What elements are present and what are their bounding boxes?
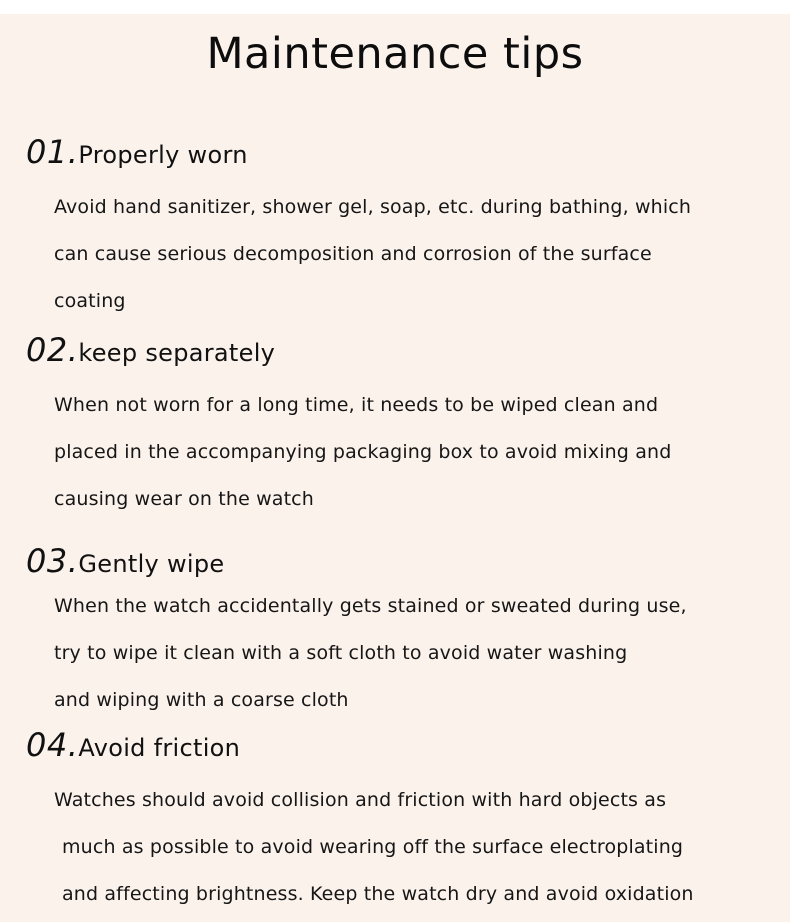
tip-body-line: When not worn for a long time, it needs to be wiped clean and [54,394,659,416]
tip-heading-avoid-friction [26,726,240,764]
page-title: Maintenance tips [206,29,584,79]
tip-body-line: Watches should avoid collision and friction with hard objects as [54,789,667,811]
tip-body-properly-worn [54,184,691,325]
tip-title: Gently wipe [78,550,225,578]
tip-body-line: much as possible to avoid wearing off the surface electroplating [62,836,684,858]
tip-title: Avoid friction [78,734,241,762]
tip-body-line: When the watch accidentally gets stained or sweated during use, [54,595,687,617]
tip-body-line: and affecting brightness. Keep the watch dry and avoid oxidation [62,883,694,905]
tip-body-line: placed in the accompanying packaging box to avoid mixing and [54,441,672,463]
tip-body-line: coating [54,290,126,312]
tip-body-line: causing wear on the watch [54,488,314,510]
tip-body-avoid-friction [54,777,694,918]
tip-number: 03. [26,542,79,580]
tip-body-gently-wipe [54,583,687,724]
tip-body-line: and wiping with a coarse cloth [54,689,349,711]
tip-heading-properly-worn [26,133,248,171]
tip-title: Properly worn [78,141,248,169]
tip-body-line: Avoid hand sanitizer, shower gel, soap, etc. during bathing, which [54,196,692,218]
tip-body-keep-separately [54,382,671,523]
tip-body-line: can cause serious decomposition and corrosion of the surface [54,243,652,265]
tip-heading-keep-separately [26,331,275,369]
tip-title: keep separately [78,339,276,367]
tip-heading-gently-wipe [26,542,224,580]
tip-number: 04. [26,726,79,764]
tip-number: 01. [26,133,79,171]
tip-body-line: try to wipe it clean with a soft cloth to avoid water washing [54,642,628,664]
tip-number: 02. [26,331,79,369]
